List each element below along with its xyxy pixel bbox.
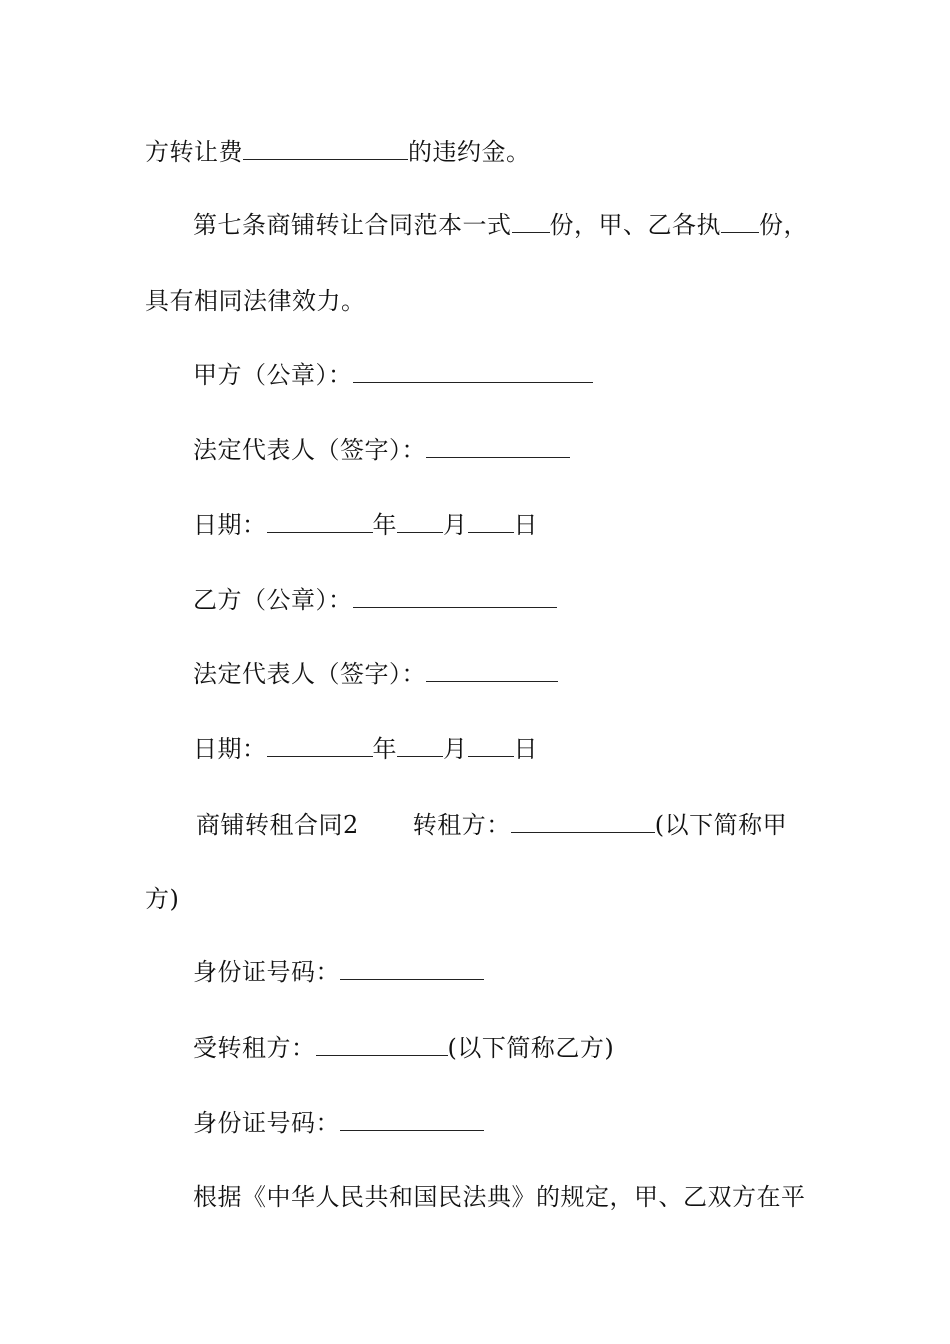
text: 月 (443, 511, 468, 539)
fill-blank (340, 957, 484, 980)
text-line-15 (193, 1182, 806, 1212)
text: 月 (443, 735, 468, 763)
fill-blank (316, 1033, 448, 1056)
text: 日 (513, 735, 538, 763)
label: 甲方（公章）： (193, 361, 353, 389)
party-b-date-line (193, 734, 538, 764)
party-b-rep-line (193, 659, 558, 689)
text: (以下简称乙方) (447, 1034, 615, 1062)
fill-blank (721, 210, 759, 233)
fill-blank-month (397, 734, 443, 757)
fill-blank-day (468, 510, 514, 533)
fill-blank (512, 210, 550, 233)
fill-blank (511, 810, 655, 833)
text-line-11 (145, 884, 179, 914)
party-a-id-line (193, 957, 484, 987)
fill-blank (243, 137, 408, 160)
text: 日 (513, 511, 538, 539)
label: 身份证号码： (193, 958, 340, 986)
party-b-seal-line (193, 585, 557, 615)
section-title: 商铺转租合同2 (196, 811, 359, 839)
text: 方) (145, 885, 180, 913)
fill-blank (353, 360, 593, 383)
fill-blank (340, 1108, 484, 1131)
sublessee-line (193, 1033, 614, 1063)
fill-blank-year (267, 510, 373, 533)
fill-blank (426, 435, 570, 458)
label: 受转租方： (193, 1034, 316, 1062)
text: 第七条商铺转让合同范本一式 (193, 211, 512, 239)
sublease-title-line (196, 810, 787, 840)
fill-blank-month (397, 510, 443, 533)
text-line-2 (193, 210, 808, 240)
party-a-rep-line (193, 435, 570, 465)
text: 方转让费 (145, 138, 243, 166)
label: 乙方（公章）： (193, 586, 353, 614)
label: 日期： (193, 511, 267, 539)
party-a-date-line (193, 510, 538, 540)
label: 法定代表人（签字）： (193, 436, 426, 464)
fill-blank-day (468, 734, 514, 757)
label: 转租方： (412, 811, 511, 839)
text: 份，甲、乙各执 (549, 211, 721, 239)
text: 份， (759, 211, 808, 239)
text-line-3 (145, 286, 366, 316)
text: 的违约金。 (408, 138, 531, 166)
fill-blank-year (267, 734, 373, 757)
text-line-1 (145, 137, 531, 167)
fill-blank (353, 585, 557, 608)
text: 根据《中华人民共和国民法典》的规定，甲、乙双方在平 (193, 1183, 806, 1211)
text: 年 (372, 735, 397, 763)
fill-blank (426, 659, 558, 682)
party-b-id-line (193, 1108, 484, 1138)
party-a-seal-line (193, 360, 593, 390)
text: 年 (372, 511, 397, 539)
label: 身份证号码： (193, 1109, 340, 1137)
text: (以下简称甲 (654, 811, 788, 839)
label: 日期： (193, 735, 267, 763)
text: 具有相同法律效力。 (145, 287, 366, 315)
label: 法定代表人（签字）： (193, 660, 426, 688)
